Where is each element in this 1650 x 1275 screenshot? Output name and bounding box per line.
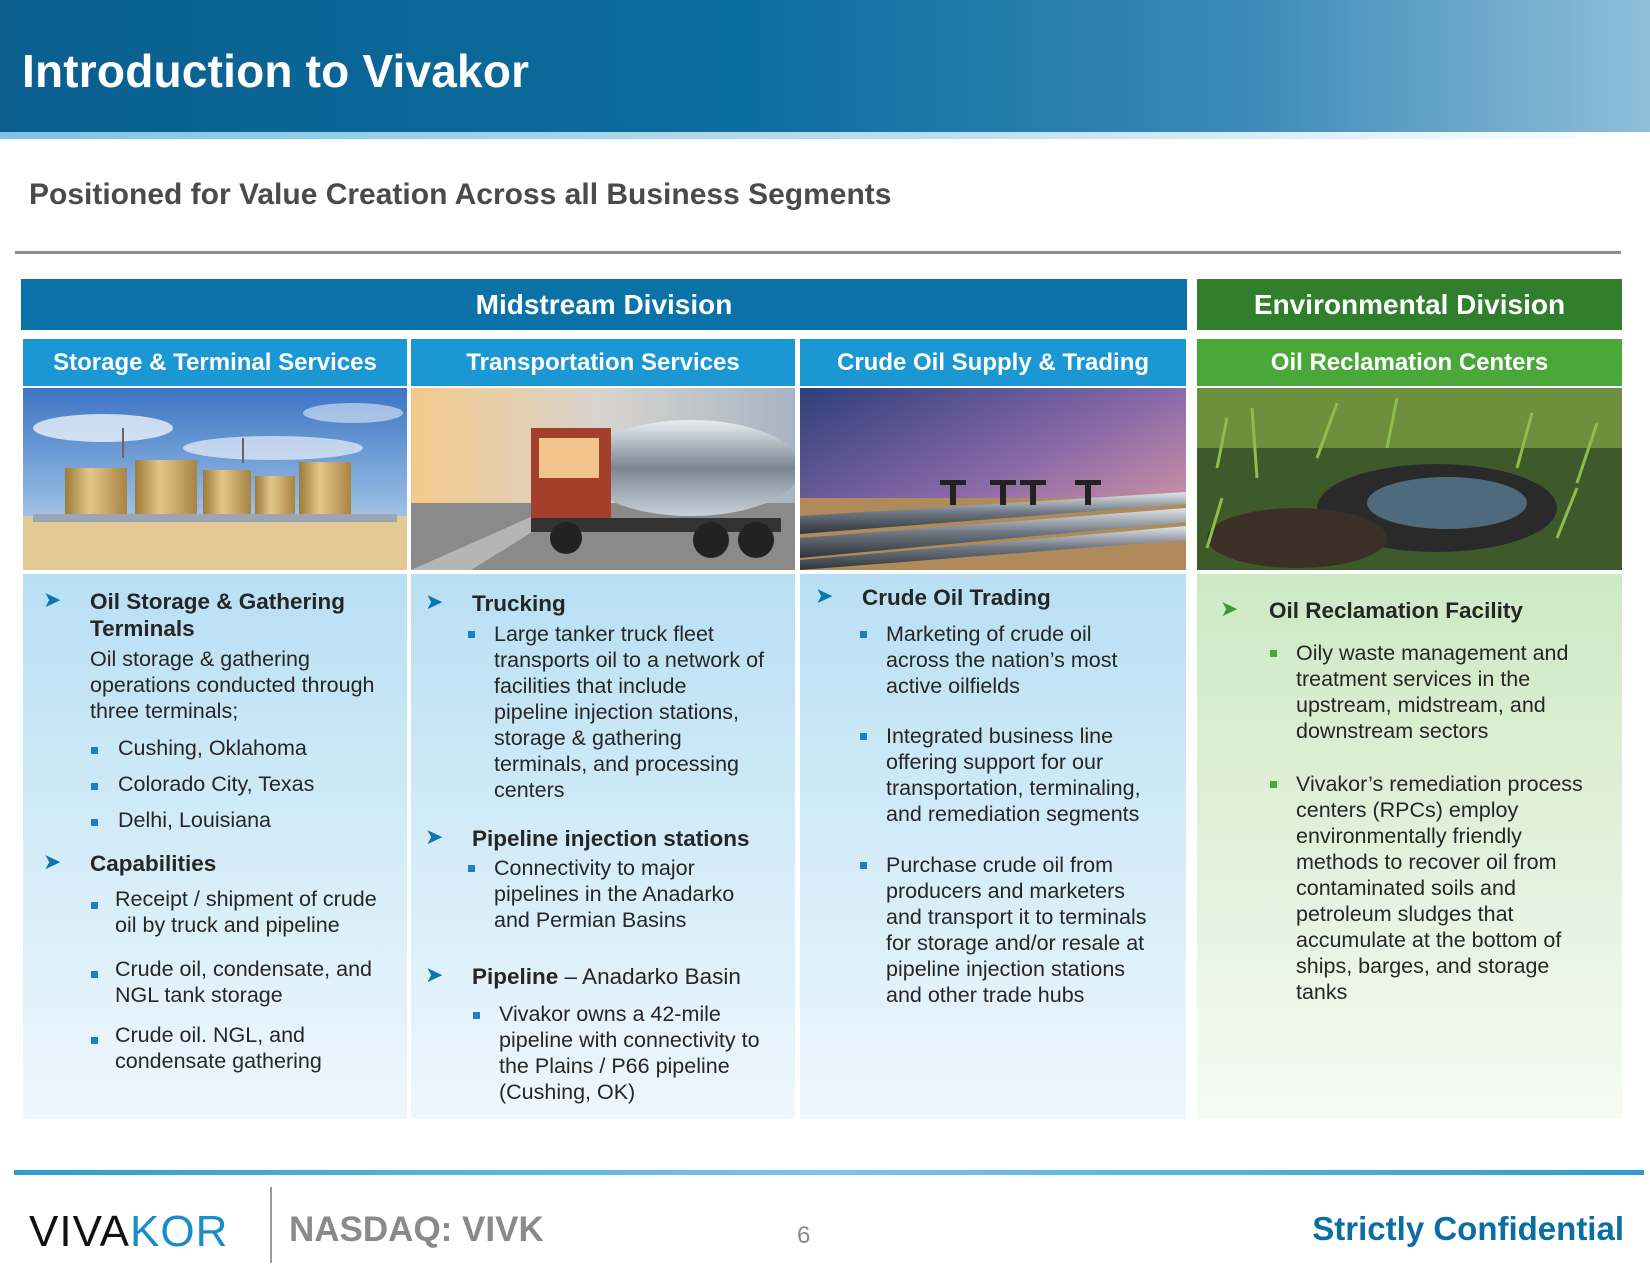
list-item: petroleum sludges that — [1296, 902, 1514, 926]
slide-subtitle: Positioned for Value Creation Across all Business Segments — [29, 178, 892, 211]
square-bullet-icon — [91, 1037, 98, 1044]
title-banner-accent — [0, 132, 1650, 139]
square-bullet-icon — [860, 733, 867, 740]
square-bullet-icon — [91, 971, 98, 978]
section-title — [472, 963, 741, 990]
square-bullet-icon — [468, 631, 475, 638]
list-item: transportation, terminaling, — [886, 776, 1141, 800]
crude-oil-trading-header: Crude Oil Supply & Trading — [800, 339, 1186, 386]
list-item: and Permian Basins — [494, 908, 687, 932]
footer-vertical-divider — [270, 1187, 272, 1263]
list-item: Crude oil, condensate, and — [115, 957, 372, 981]
list-item: Connectivity to major — [494, 856, 695, 880]
list-item: the Plains / P66 pipeline — [499, 1054, 730, 1078]
square-bullet-icon — [468, 865, 475, 872]
pipeline-image — [800, 388, 1186, 570]
list-item: Marketing of crude oil — [886, 622, 1092, 646]
vivakor-logo — [29, 1207, 228, 1257]
arrow-bullet-icon: ➤ — [1220, 596, 1239, 621]
logo-text-viva: VIVA — [29, 1207, 131, 1256]
arrow-bullet-icon: ➤ — [425, 824, 444, 849]
list-item: tanks — [1296, 980, 1348, 1004]
list-item: active oilfields — [886, 674, 1020, 698]
oil-reclamation-panel — [1197, 574, 1622, 1119]
section-title: Oil Storage & Gathering — [90, 589, 346, 614]
environmental-division-header: Environmental Division — [1197, 279, 1622, 330]
list-item: Delhi, Louisiana — [118, 808, 271, 832]
list-item: accumulate at the bottom of — [1296, 928, 1562, 952]
contaminated-soil-image — [1197, 388, 1622, 570]
list-item: pipeline injection stations — [886, 957, 1126, 981]
list-item: Purchase crude oil from — [886, 853, 1114, 877]
list-item: Crude oil. NGL, and — [115, 1023, 306, 1047]
footer-divider-line — [14, 1170, 1644, 1175]
list-item: NGL tank storage — [115, 983, 283, 1007]
subtitle-divider — [15, 251, 1621, 254]
section-intro-line: Oil storage & gathering — [90, 647, 310, 671]
page-number: 6 — [797, 1222, 811, 1249]
list-item: pipeline injection stations, — [494, 700, 740, 724]
list-item: Vivakor owns a 42-mile — [499, 1002, 721, 1026]
square-bullet-icon — [91, 747, 98, 754]
list-item: (Cushing, OK) — [499, 1080, 636, 1104]
arrow-bullet-icon: ➤ — [425, 962, 444, 987]
section-intro-line: operations conducted through — [90, 673, 375, 697]
square-bullet-icon — [860, 631, 867, 638]
list-item: for storage and/or resale at — [886, 931, 1145, 955]
list-item: facilities that include — [494, 674, 687, 698]
list-item: Oily waste management and — [1296, 641, 1569, 665]
list-item: oil by truck and pipeline — [115, 913, 340, 937]
list-item: pipeline with connectivity to — [499, 1028, 760, 1052]
square-bullet-icon — [473, 1012, 480, 1019]
list-item: centers — [494, 778, 565, 802]
list-item: condensate gathering — [115, 1049, 322, 1073]
list-item: methods to recover oil from — [1296, 850, 1557, 874]
square-bullet-icon — [1270, 781, 1277, 788]
oil-reclamation-header: Oil Reclamation Centers — [1197, 339, 1622, 386]
list-item: centers (RPCs) employ — [1296, 798, 1519, 822]
tanker-truck-image — [411, 388, 795, 570]
section-title-suffix: – Anadarko Basin — [558, 964, 741, 989]
list-item: producers and marketers — [886, 879, 1125, 903]
section-title: Crude Oil Trading — [862, 585, 1051, 610]
crude-oil-trading-panel — [800, 574, 1186, 1119]
page-title: Introduction to Vivakor — [22, 45, 530, 97]
list-item: Integrated business line — [886, 724, 1114, 748]
list-item: ships, barges, and storage — [1296, 954, 1550, 978]
square-bullet-icon — [91, 902, 98, 909]
midstream-division-header: Midstream Division — [21, 279, 1187, 330]
square-bullet-icon — [91, 819, 98, 826]
logo-text-kor: KOR — [130, 1207, 229, 1256]
list-item: Receipt / shipment of crude — [115, 887, 377, 911]
list-item: environmentally friendly — [1296, 824, 1522, 848]
list-item: transports oil to a network of — [494, 648, 765, 672]
list-item: Colorado City, Texas — [118, 772, 315, 796]
square-bullet-icon — [91, 783, 98, 790]
list-item: Large tanker truck fleet — [494, 622, 714, 646]
storage-terminal-header: Storage & Terminal Services — [23, 339, 407, 386]
arrow-bullet-icon: ➤ — [425, 589, 444, 614]
storage-terminal-panel — [23, 574, 407, 1119]
square-bullet-icon — [860, 862, 867, 869]
square-bullet-icon — [1270, 650, 1277, 657]
confidentiality-notice: Strictly Confidential — [1312, 1210, 1624, 1247]
list-item: offering support for our — [886, 750, 1104, 774]
list-item: contaminated soils and — [1296, 876, 1516, 900]
list-item: Vivakor’s remediation process — [1296, 772, 1583, 796]
section-title: Capabilities — [90, 851, 217, 876]
section-title: Trucking — [472, 591, 566, 616]
oil-storage-tanks-image — [23, 388, 407, 570]
list-item: and transport it to terminals — [886, 905, 1147, 929]
list-item: Cushing, Oklahoma — [118, 736, 307, 760]
list-item: upstream, midstream, and — [1296, 693, 1546, 717]
arrow-bullet-icon: ➤ — [815, 583, 834, 608]
list-item: and remediation segments — [886, 802, 1140, 826]
stock-ticker: NASDAQ: VIVK — [289, 1210, 544, 1249]
list-item: and other trade hubs — [886, 983, 1085, 1007]
list-item: pipelines in the Anadarko — [494, 882, 735, 906]
section-title: Oil Reclamation Facility — [1269, 598, 1523, 623]
transportation-header: Transportation Services — [411, 339, 795, 386]
list-item: across the nation’s most — [886, 648, 1118, 672]
section-title: Pipeline injection stations — [472, 826, 750, 851]
list-item: downstream sectors — [1296, 719, 1489, 743]
list-item: storage & gathering — [494, 726, 682, 750]
list-item: treatment services in the — [1296, 667, 1531, 691]
section-intro-line: three terminals; — [90, 699, 239, 723]
list-item: terminals, and processing — [494, 752, 739, 776]
section-title: Terminals — [90, 616, 195, 641]
arrow-bullet-icon: ➤ — [43, 587, 62, 612]
section-title-bold: Pipeline — [472, 964, 559, 989]
transportation-panel — [411, 574, 795, 1119]
arrow-bullet-icon: ➤ — [43, 849, 62, 874]
